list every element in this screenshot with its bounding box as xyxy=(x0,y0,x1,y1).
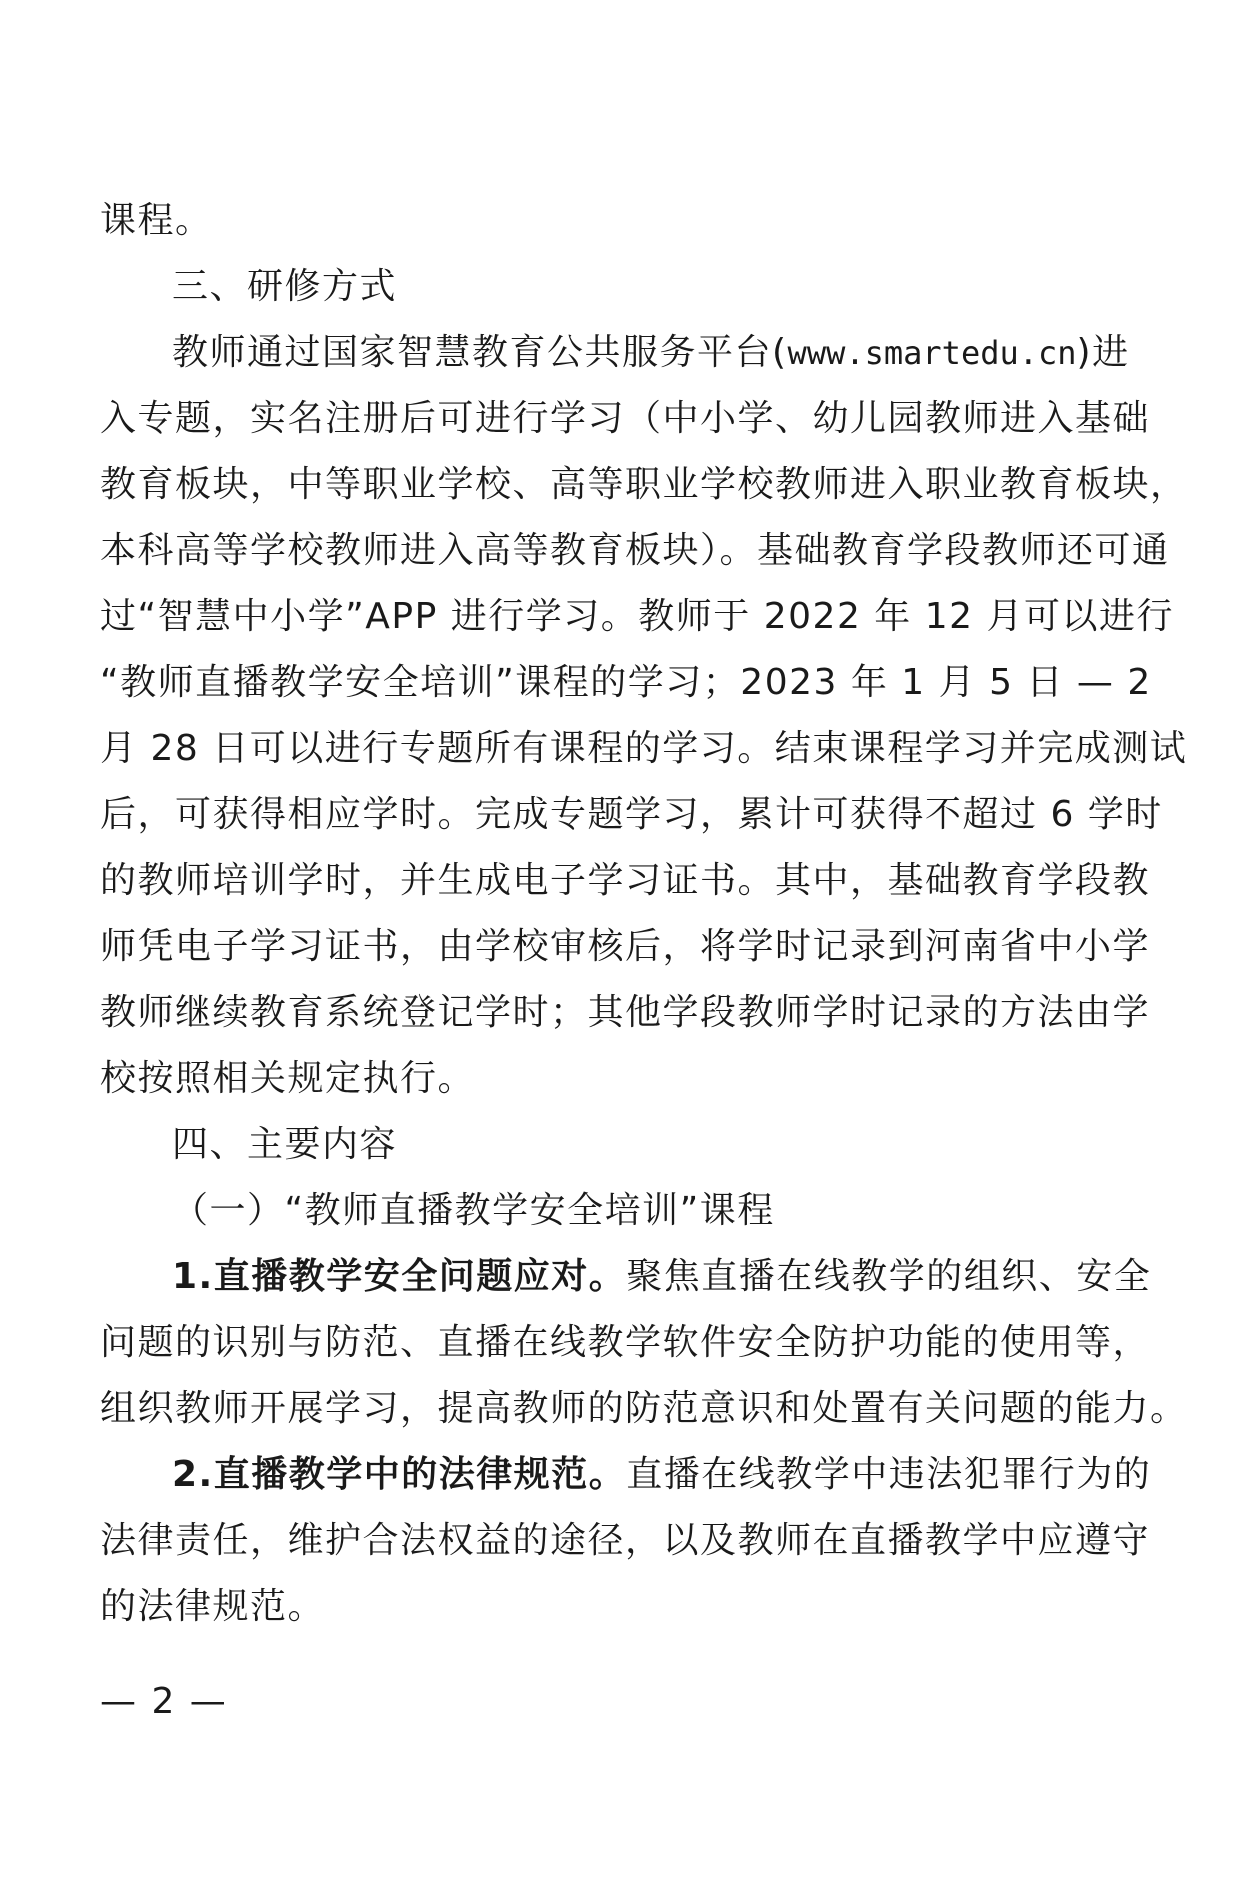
text-line: 法律责任，维护合法权益的途径，以及教师在直播教学中应遵守 xyxy=(100,1520,1151,1561)
item-2-title: 2.直播教学中的法律规范。 xyxy=(172,1454,627,1495)
website-url: www.smartedu.cn xyxy=(787,334,1077,372)
text-line: 校按照相关规定执行。 xyxy=(100,1058,476,1099)
text-line: 师凭电子学习证书，由学校审核后，将学时记录到河南省中小学 xyxy=(100,926,1151,967)
item-1-title: 1.直播教学安全问题应对。 xyxy=(172,1256,627,1297)
text-segment: )进 xyxy=(1076,332,1130,373)
text-segment: 直播在线教学中违法犯罪行为的 xyxy=(626,1454,1152,1495)
subsection-heading: （一）“教师直播教学安全培训”课程 xyxy=(172,1190,775,1231)
text-segment: 聚焦直播在线教学的组织、安全 xyxy=(626,1256,1152,1297)
text-line xyxy=(100,1244,1152,1310)
text-line: 问题的识别与防范、直播在线教学软件安全防护功能的使用等， xyxy=(100,1322,1151,1363)
text-line: 教育板块，中等职业学校、高等职业学校教师进入职业教育板块， xyxy=(100,464,1188,505)
text-line: 的法律规范。 xyxy=(100,1586,326,1627)
text-line xyxy=(100,320,1130,386)
text-line xyxy=(100,1442,1152,1508)
text-line: 教师继续教育系统登记学时；其他学段教师学时记录的方法由学 xyxy=(100,992,1151,1033)
section-heading-4: 四、主要内容 xyxy=(172,1124,398,1165)
text-segment: 教师通过国家智慧教育公共服务平台( xyxy=(172,332,788,373)
section-heading-3: 三、研修方式 xyxy=(172,266,398,307)
text-line: 本科高等学校教师进入高等教育板块）。基础教育学段教师还可通 xyxy=(100,530,1170,571)
text-line: 组织教师开展学习，提高教师的防范意识和处置有关问题的能力。 xyxy=(100,1388,1188,1429)
text-line: 过“智慧中小学”APP 进行学习。教师于 2022 年 12 月可以进行 xyxy=(100,596,1174,637)
text-line: “教师直播教学安全培训”课程的学习；2023 年 1 月 5 日 — 2 xyxy=(100,662,1152,703)
page-number: — 2 — xyxy=(100,1681,228,1722)
text-line: 入专题，实名注册后可进行学习（中小学、幼儿园教师进入基础 xyxy=(100,398,1151,439)
text-line: 月 28 日可以进行专题所有课程的学习。结束课程学习并完成测试 xyxy=(100,728,1188,769)
document-body xyxy=(100,188,1188,1640)
text-line: 后，可获得相应学时。完成专题学习，累计可获得不超过 6 学时 xyxy=(100,794,1163,835)
text-line: 的教师培训学时，并生成电子学习证书。其中，基础教育学段教 xyxy=(100,860,1151,901)
text-line: 课程。 xyxy=(100,200,213,241)
